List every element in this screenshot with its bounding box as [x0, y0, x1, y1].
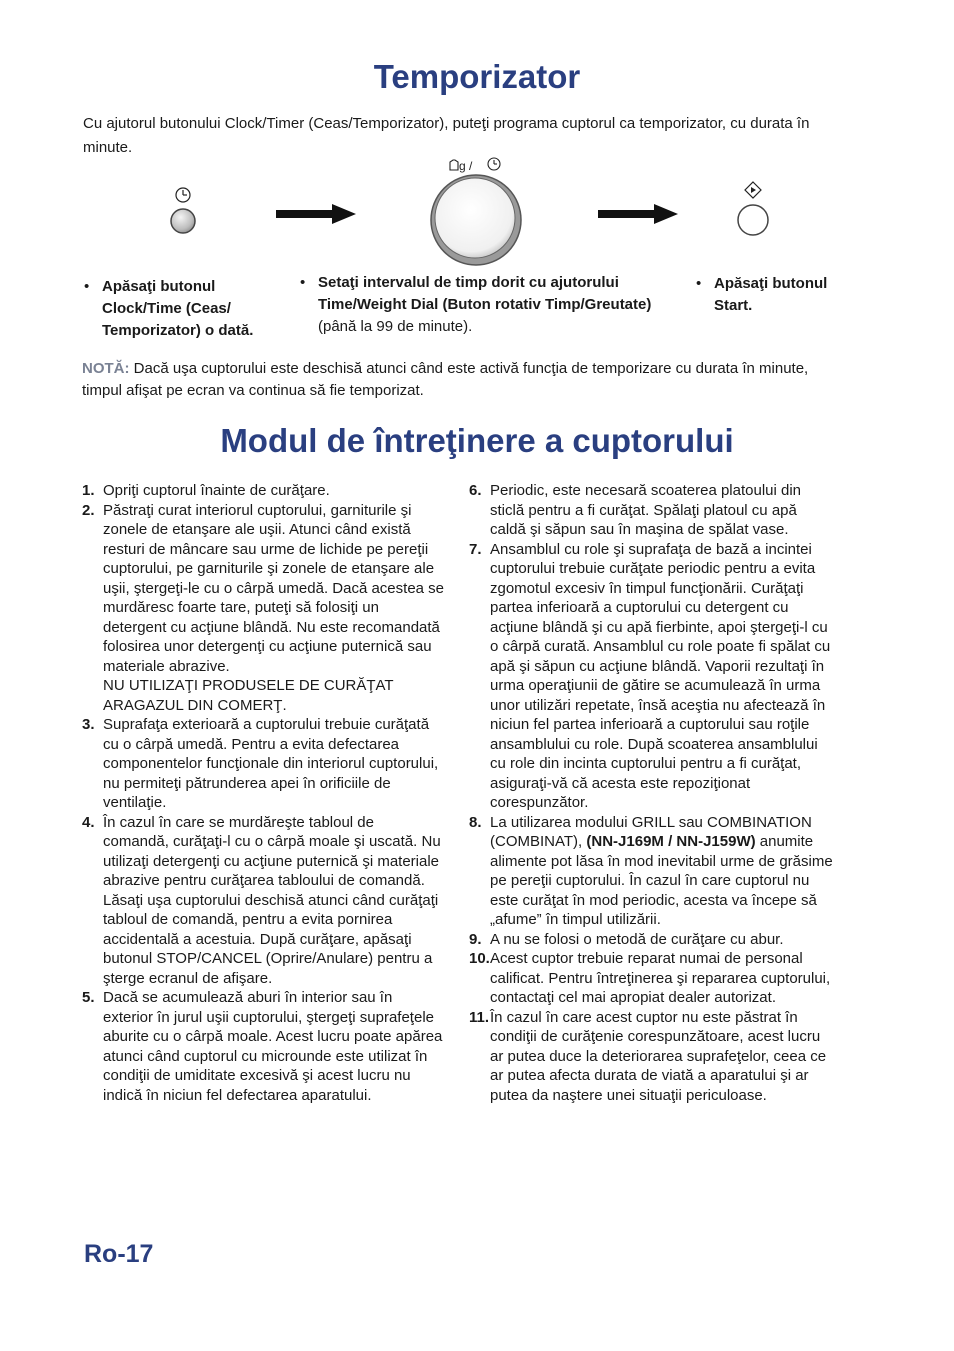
timer-step-3: • Apăsaţi butonul Start. — [696, 275, 828, 314]
list-item: 5. Dacă se acumulează aburi în interior sau în exterior în jurul uşii cuptorului, ştergeţi suprafeţele aburite cu o cârpă moale. Acest lucru poate apărea atunci când cuptorul cu microunde este utilizat în condiţii de umiditate excesivă şi acest lucru nu indică în niciun fel defectarea aparatului. — [82, 989, 443, 1104]
list-item: 8. La utilizarea modului GRILL sau COMBINATION (COMBINAT), (NN-J169M / NN-J159W) anumite alimente pot lăsa în mod inevitabil urme de grăsime pe pereţii cuptorului. În cazul în care cuptorul nu este curăţat în mod periodic, acesta va începe să „afume” în timpul utilizării. — [469, 813, 833, 928]
start-button[interactable] — [738, 205, 768, 235]
note-label: NOTĂ: — [82, 360, 130, 377]
bullet: • — [696, 275, 702, 292]
arrow-right-icon — [276, 204, 356, 224]
list-item: 4. În cazul în care se murdăreşte tabloul de comandă, curăţaţi-l cu o cârpă moale şi uscată. Nu utilizaţi detergenţi cu acţiune puternică şi materiale abrazive pentru curăţarea tabloului de comandă. Lăsaţi uşa cuptorului deschisă atunci când curăţaţi tabloul de comandă, pentru a evita pornirea accidentală a acestuia. După curăţare, apăsaţi butonul STOP/CANCEL (Oprire/Anulare) pentru a şterge ecranul de afişare. — [82, 813, 441, 987]
start-icon — [745, 182, 761, 198]
clock-timer-button[interactable] — [171, 209, 195, 233]
weight-clock-icon — [450, 158, 500, 170]
page-number: Ro-17 — [84, 1240, 154, 1268]
timer-note — [82, 358, 822, 402]
timer-step-1: • Apăsaţi butonul Clock/Time (Ceas/ Temporizator) o dată. — [84, 278, 254, 339]
list-item: 6. Periodic, este necesară scoaterea platoului din sticlă pentru a fi curăţat. Spălaţi platoul cu apă caldă şi săpun sau în maşina de spălat vase. — [469, 482, 802, 538]
note-text: Dacă uşa cuptorului este deschisă atunci când este activă funcţia de temporizare cu durata în minute, timpul afişat pe ecran va continua să fie temporizat. — [82, 360, 809, 399]
dial-label: g / — [459, 159, 473, 173]
timer-step-2: • Setaţi intervalul de timp dorit cu ajutorului Time/Weight Dial (Buton rotativ Timp/Greutate) (până la 99 de minute). — [300, 274, 652, 335]
maintenance-left-column — [82, 481, 444, 1105]
timer-intro: Cu ajutorul butonului Clock/Timer (Ceas/Temporizator), puteţi programa cuptorul ca temporizator, cu durata în minute. — [83, 115, 810, 156]
list-item: 11. În cazul în care acest cuptor nu este păstrat în condiţii de curăţenie corespunzătoare, acest lucru ar putea duce la deteriorarea suprafeţelor, ceea ce ar putea afecta durata de viată a aparatului şi ar putea da naştere unei situaţii periculoase. — [469, 1008, 827, 1104]
list-item: 2. Păstraţi curat interiorul cuptorului, garniturile şi zonele de etanşare ale uşii. Atunci când există resturi de mâncare sau urme de lichide pe pereţii cuptorului, pe garniturile şi zonele de etanşare ale uşii, ştergeţi-le cu o cârpă umedă. Dacă acestea se murdăresc foarte tare, puteţi să folosiţi un detergent cu acţiune blândă. Nu este recomandată folosirea unor detergenţi cu acţiune puternică sau materiale abrazive. NU UTILIZAŢI PRODUSELE DE CURĂŢAT ARAGAZUL DIN COMERŢ. — [82, 501, 445, 714]
list-item: 10. Acest cuptor trebuie reparat numai de personal calificat. Pentru întreţinerea şi repararea cuptorului, contactaţi cel mai apropiat dealer autorizat. — [469, 950, 831, 1006]
arrow-right-icon — [598, 204, 678, 224]
bullet: • — [84, 278, 90, 295]
list-item: 3. Suprafaţa exterioară a cuptorului trebuie curăţată cu o cârpă umedă. Pentru a evita defectarea componentelor funcţionale din interiorul cuptorului, nu permiteţi pătrunderea apei în orificiile de ventilaţie. — [82, 716, 439, 811]
timer-title: Temporizator — [373, 58, 581, 95]
timer-diagram — [0, 150, 954, 270]
bullet: • — [300, 274, 306, 291]
list-item: 7. Ansamblul cu role şi suprafaţa de bază a incintei cuptorului trebuie curăţate periodic pentru a evita zgomotul excesiv în timpul funcţionării. Curăţaţi partea inferioară a cuptorului cu detergent cu acţiune blândă şi cu apă fierbinte, apoi ştergeţi-l cu o cârpă curată. Ansamblul cu role poate fi spălat cu apă şi săpun cu acţiune blândă. Vaporii rezultaţi în urma operaţiunii de gătire se acumulează în urma unor utilizări repetate, însă aceştia nu afectează în niciun fel partea inferioară a cuptorului sau roţile ansamblului cu role. După scoaterea ansamblului cu role din incinta cuptorului pentru a fi curăţat, asiguraţi-vă că acesta este repoziţionat corespunzător. — [469, 540, 831, 811]
maintenance-title: Modul de întreţinere a cuptorului — [220, 422, 734, 459]
clock-icon — [176, 188, 190, 202]
maintenance-right-column — [469, 481, 833, 1105]
list-item: 9. A nu se folosi o metodă de curăţare cu abur. — [469, 930, 784, 948]
list-item: 1. Opriţi cuptorul înainte de curăţare. — [82, 482, 330, 499]
